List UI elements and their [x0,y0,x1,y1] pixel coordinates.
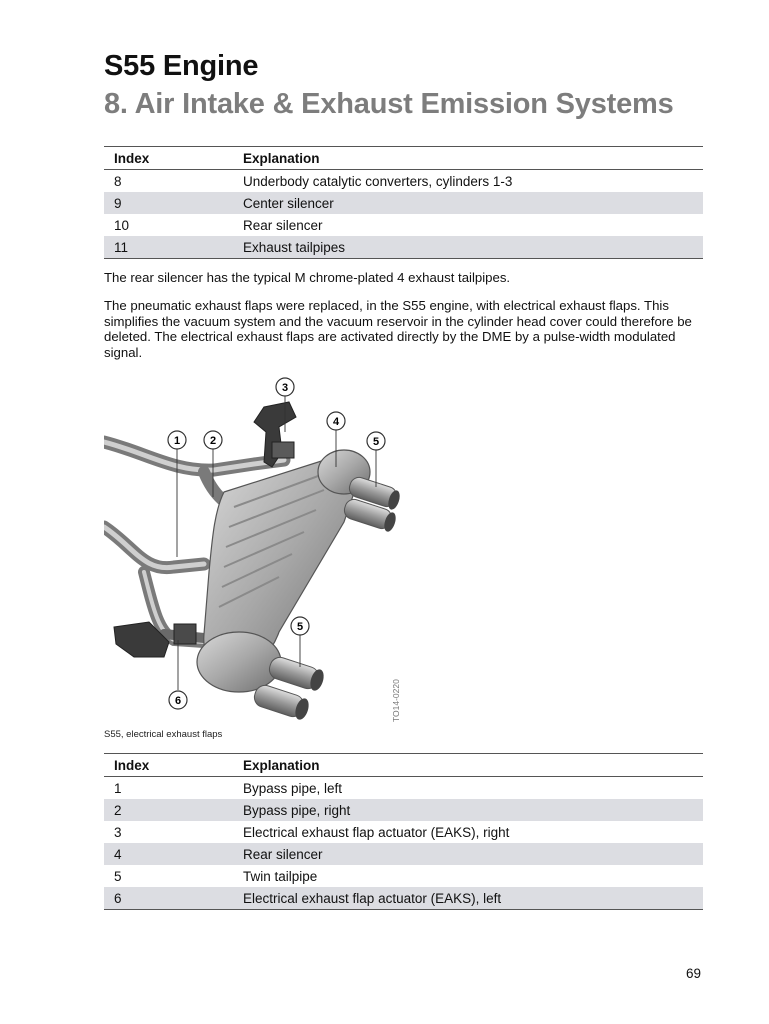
table-row [104,236,703,259]
cell-index: 5 [104,865,233,887]
index-table-2 [104,753,703,910]
callout-3 [276,378,294,396]
page-title: S55 Engine [104,50,259,82]
cell-explanation: Center silencer [233,192,703,214]
cell-index: 11 [104,236,233,259]
callout-5-upper-label: 5 [372,436,380,448]
cell-explanation: Underbody catalytic converters, cylinders 1-3 [233,170,703,193]
paragraph-exhaust-flaps: The pneumatic exhaust flaps were replaced, in the S55 engine, with electrical exhaust flaps. This simplifies the vacuum system and the vacuum reservoir in the cylinder head cover could therefore be deleted. The electrical exhaust flaps are activated directly by the DME by a pulse-width modulated signal. [104,298,692,360]
cell-index: 6 [104,887,233,910]
callout-1-label: 1 [173,435,181,447]
cell-explanation: Bypass pipe, left [233,777,703,800]
callout-5-lower-label: 5 [296,621,304,633]
exhaust-system-figure [104,372,414,730]
section-subtitle: 8. Air Intake & Exhaust Emission Systems [104,88,674,120]
cell-explanation: Exhaust tailpipes [233,236,703,259]
callout-2 [204,431,222,449]
rear-silencer [197,450,370,692]
table-row [104,799,703,821]
page-number: 69 [686,966,702,981]
callout-5-lower [291,617,309,635]
cell-index: 10 [104,214,233,236]
column-header-index: Index [104,147,233,170]
cell-index: 8 [104,170,233,193]
table-row [104,777,703,800]
cell-explanation: Rear silencer [233,843,703,865]
column-header-explanation: Explanation [233,754,703,777]
cell-index: 3 [104,821,233,843]
figure-caption: S55, electrical exhaust flaps [104,729,223,740]
callout-1 [168,431,186,449]
cell-explanation: Rear silencer [233,214,703,236]
table-row [104,865,703,887]
cell-index: 9 [104,192,233,214]
figure-code: TO14-0220 [391,679,401,722]
cell-explanation: Bypass pipe, right [233,799,703,821]
callout-4-label: 4 [332,416,340,428]
table-row [104,192,703,214]
cell-explanation: Electrical exhaust flap actuator (EAKS), right [233,821,703,843]
cell-index: 1 [104,777,233,800]
callout-5-upper [367,432,385,450]
cell-explanation: Electrical exhaust flap actuator (EAKS), left [233,887,703,910]
cell-explanation: Twin tailpipe [233,865,703,887]
table-row [104,170,703,193]
column-header-index: Index [104,754,233,777]
callout-4 [327,412,345,430]
table-header-row [104,147,703,170]
cell-index: 2 [104,799,233,821]
table-row [104,821,703,843]
paragraph-tailpipes: The rear silencer has the typical M chrome-plated 4 exhaust tailpipes. [104,270,511,285]
cell-index: 4 [104,843,233,865]
callout-2-label: 2 [209,435,217,447]
table-row [104,887,703,910]
callout-6 [169,691,187,709]
exhaust-diagram [104,372,414,730]
callout-6-label: 6 [174,695,182,707]
table-header-row [104,754,703,777]
index-table-1 [104,146,703,259]
column-header-explanation: Explanation [233,147,703,170]
table-row [104,214,703,236]
table-row [104,843,703,865]
callout-3-label: 3 [281,382,289,394]
